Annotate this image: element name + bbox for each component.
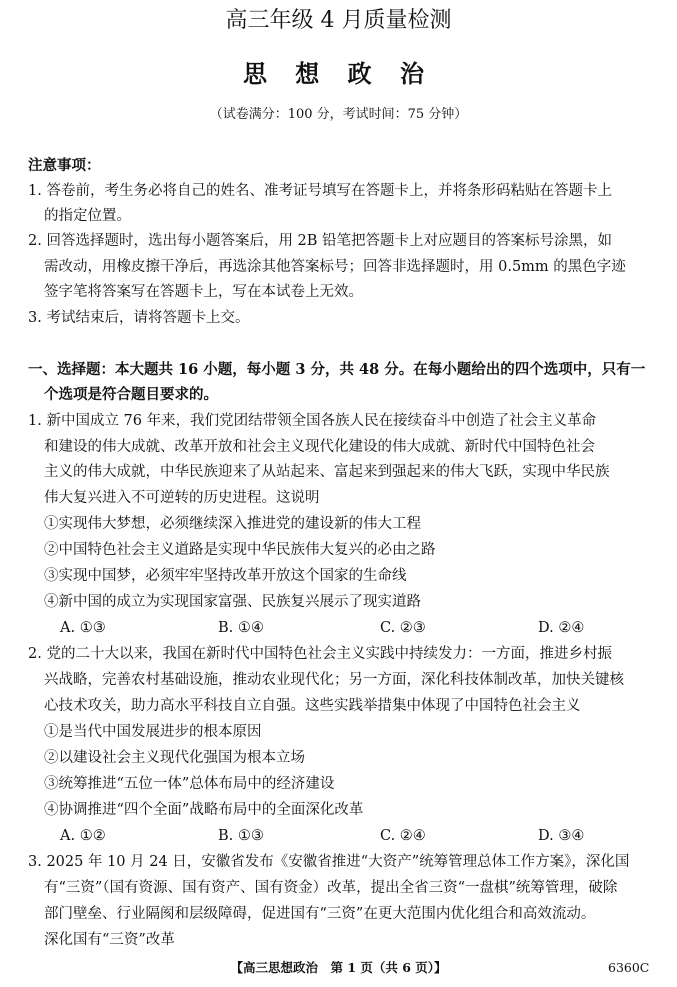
question-1-option-a: A. ①③ [60,620,106,636]
question-2-text: 心技术攻关，助力高水平科技自立自强。这些实践举措集中体现了中国特色社会主义 [44,698,581,714]
question-2-option-c: C. ②④ [380,828,426,844]
paper-code: 6360C [608,960,650,975]
notice-heading: 注意事项： [28,157,101,174]
question-1-item: ④新中国的成立为实现国家富强、民族复兴展示了现实道路 [44,594,421,610]
question-3-text: 深化国有“三资”改革 [44,932,175,948]
notice-line: 2. 回答选择题时，选出每小题答案后，用 2B 铅笔把答题卡上对应题目的答案标号涂黑，如 [28,233,613,249]
question-1-option-b: B. ①④ [218,620,264,636]
section-heading: 个选项是符合题目要求的。 [44,386,218,403]
notice-line: 需改动，用橡皮擦干净后，再选涂其他答案标号；回答非选择题时，用 0.5mm 的黑色字迹 [44,259,626,275]
question-1-option-d: D. ②④ [538,620,585,636]
question-1-text: 主义的伟大成就，中华民族迎来了从站起来、富起来到强起来的伟大飞跃，实现中华民族 [44,464,610,480]
section-heading: 一、选择题：本大题共 16 小题，每小题 3 分，共 48 分。在每小题给出的四个选项中，只有一 [28,361,646,378]
question-1-option-c: C. ②③ [380,620,426,636]
notice-line: 1. 答卷前，考生务必将自己的姓名、准考证号填写在答题卡上，并将条形码粘贴在答题卡上 [28,183,612,199]
question-1-text: 和建设的伟大成就、改革开放和社会主义现代化建设的伟大成就、新时代中国特色社会 [44,439,595,455]
subject-title: 思 想 政 治 [242,59,435,88]
question-1-item: ①实现伟大梦想，必须继续深入推进党的建设新的伟大工程 [44,516,421,532]
question-2-option-d: D. ③④ [538,828,585,844]
question-2-option-a: A. ①② [60,828,106,844]
question-2-item: ①是当代中国发展进步的根本原因 [44,724,262,740]
question-2-item: ④协调推进“四个全面”战略布局中的全面深化改革 [44,802,364,818]
question-1-text: 1. 新中国成立 76 年来，我们党团结带领全国各族人民在接续奋斗中创造了社会主义革命 [28,413,597,429]
exam-meta: （试卷满分：100 分，考试时间：75 分钟） [209,107,468,122]
notice-line: 3. 考试结束后，请将答题卡上交。 [28,310,250,326]
question-1-text: 伟大复兴进入不可逆转的历史进程。这说明 [44,490,320,506]
question-2-item: ③统筹推进“五位一体”总体布局中的经济建设 [44,776,335,792]
notice-line: 的指定位置。 [44,208,131,224]
question-3-text: 部门壁垒、行业隔阂和层级障碍，促进国有“三资”在更大范围内优化组合和高效流动。 [44,906,596,922]
question-2-text: 2. 党的二十大以来，我国在新时代中国特色社会主义实践中持续发力：一方面，推进乡村振 [28,646,612,662]
notice-line: 签字笔将答案写在答题卡上，写在本试卷上无效。 [44,284,363,300]
question-3-text: 3. 2025 年 10 月 24 日，安徽省发布《安徽省推进“大资产”统筹管理总体工作方案》，深化国 [28,854,630,870]
question-3-text: 有“三资”（国有资源、国有资产、国有资金）改革，提出全省三资“一盘棋”统筹管理，破除 [44,880,618,896]
question-1-item: ②中国特色社会主义道路是实现中华民族伟大复兴的必由之路 [44,542,436,558]
question-2-text: 兴战略，完善农村基础设施，推动农业现代化；另一方面，深化科技体制改革，加快关键核 [44,672,624,688]
exam-title: 高三年级 4 月质量检测 [225,8,452,33]
question-2-option-b: B. ①③ [218,828,264,844]
question-1-item: ③实现中国梦，必须牢牢坚持改革开放这个国家的生命线 [44,568,407,584]
page-footer: 【高三思想政治 第 1 页（共 6 页）】 [230,960,447,975]
question-2-item: ②以建设社会主义现代化强国为根本立场 [44,750,305,766]
